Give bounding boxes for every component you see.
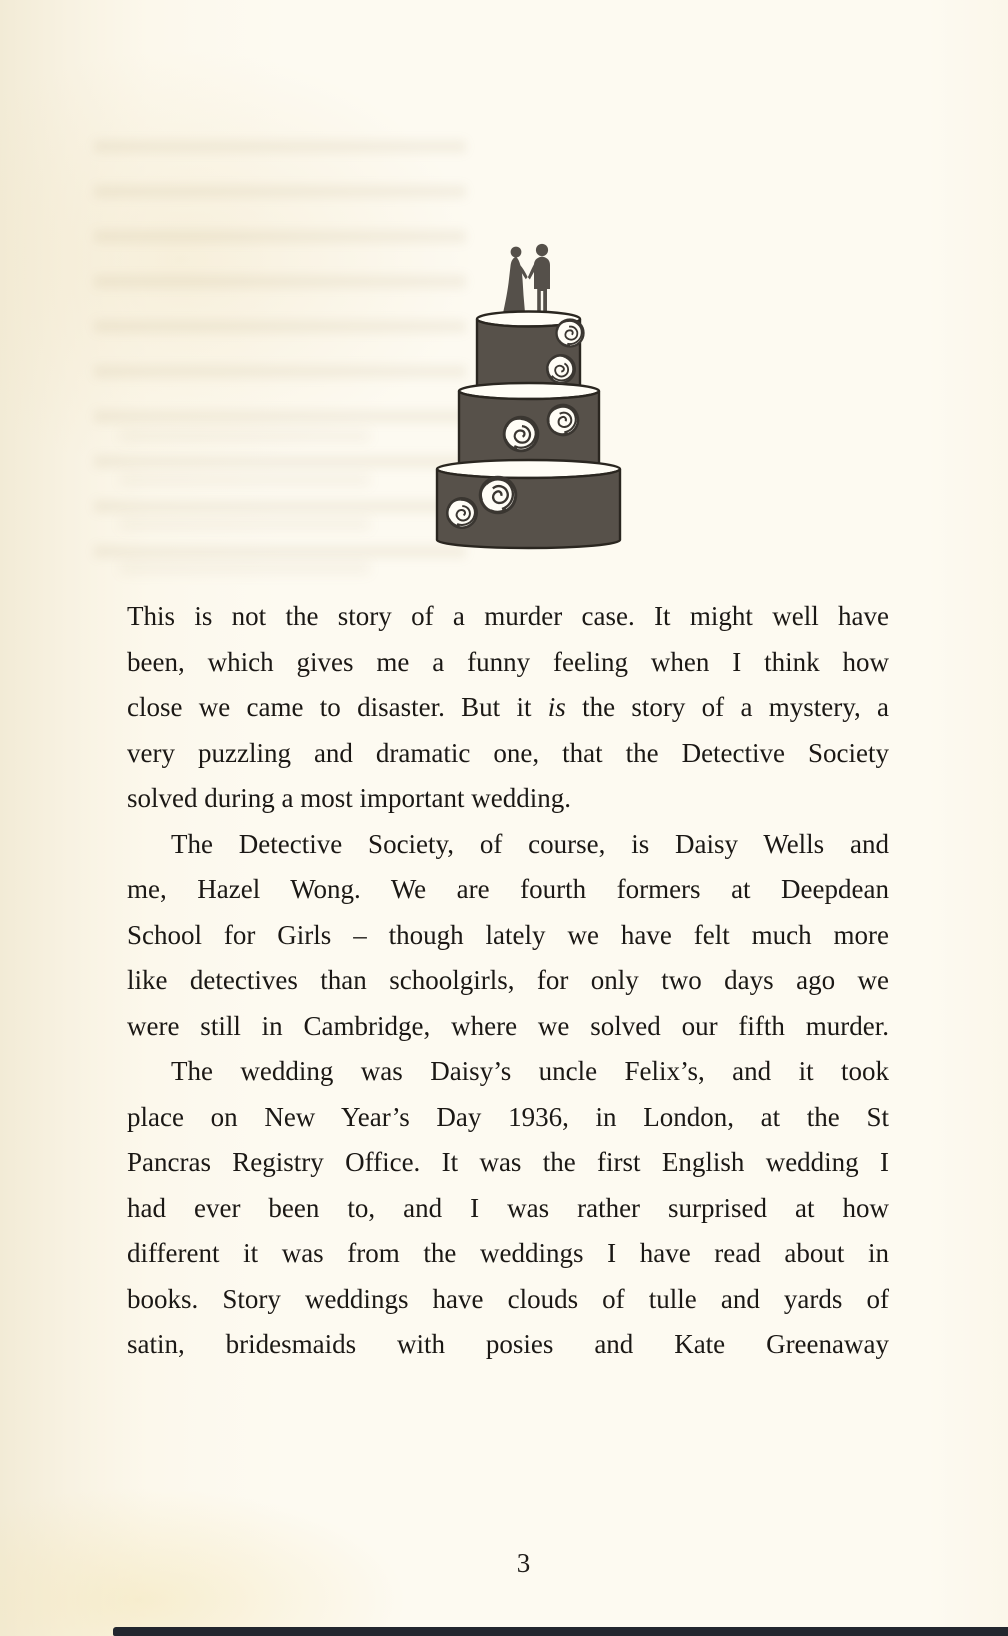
page-number: 3 — [516, 1548, 532, 1578]
wedding-cake-illustration — [430, 238, 622, 550]
text-line: me, Hazel Wong. We are fourth formers at Deepdean — [127, 874, 889, 904]
body-text — [127, 594, 889, 1368]
text-line: books. Story weddings have clouds of tulle and yards of — [127, 1283, 889, 1314]
text-line: Pancras Registry Office. It was the first English wedding I — [127, 1147, 889, 1177]
text-line: place on New Year’s Day 1936, in London, at the St — [127, 1101, 889, 1132]
text-line: very puzzling and dramatic one, that the Detective Society — [127, 737, 889, 768]
text-line: School for Girls – though lately we have felt much more — [127, 919, 889, 950]
bride-groom-topper — [503, 244, 551, 319]
wedding-cake-icon — [430, 238, 622, 550]
text-line: like detectives than schoolgirls, for only two days ago we — [127, 965, 889, 995]
text-line: were still in Cambridge, where we solved our fifth murder. — [127, 1010, 889, 1041]
text-line: been, which gives me a funny feeling when I think how — [127, 646, 889, 677]
text-line: different it was from the weddings I have read about in — [127, 1238, 889, 1268]
text-line: The Detective Society, of course, is Daisy Wells and — [171, 828, 889, 859]
text-line: close we came to disaster. But it is the story of a mystery, a — [127, 692, 889, 722]
text-line: The wedding was Daisy’s uncle Felix’s, and it took — [171, 1056, 889, 1086]
paragraph — [127, 1049, 889, 1368]
showthrough-ghost-text — [94, 140, 466, 572]
paragraph — [127, 822, 889, 1050]
paragraph — [127, 594, 889, 822]
text-line: satin, bridesmaids with posies and Kate Greenaway — [127, 1329, 889, 1359]
text-line: had ever been to, and I was rather surprised at how — [127, 1192, 889, 1223]
scan-edge-bar — [113, 1627, 1008, 1636]
showthrough-ghost-text — [120, 430, 370, 600]
text-line: solved during a most important wedding. — [127, 783, 571, 813]
text-line: This is not the story of a murder case. It might well have — [127, 601, 889, 631]
